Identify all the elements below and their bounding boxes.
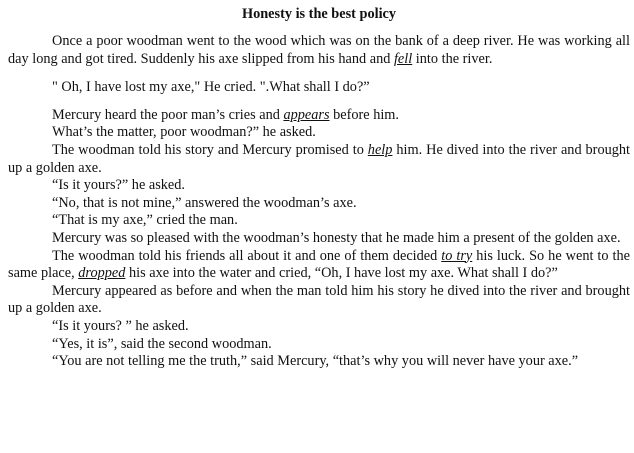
paragraph-text: before him. [329,106,400,123]
paragraph-text: The woodman told his friends all about it and one of them decided [52,247,442,264]
paragraph-text: “You are not telling me the truth,” said Mercury, “that’s why you will never have your axe.” [52,353,579,370]
underlined-verb: fell [393,50,413,67]
story-paragraph [8,177,630,195]
paragraph-text: Mercury was so pleased with the woodman’s honesty that he made him a present of the golden axe. [52,229,621,246]
story-paragraph [8,107,630,125]
underlined-verb: dropped [78,265,126,282]
paragraph-text: What’s the matter, poor woodman?” he asked. [52,124,316,141]
story-paragraph [8,353,630,371]
document-title: Honesty is the best policy [241,6,397,22]
story-paragraph [8,283,630,318]
story-paragraph [8,212,630,230]
document-body [8,33,630,371]
underlined-verb: help [367,141,393,158]
paragraph-text: “Yes, it is”, said the second woodman. [52,335,272,352]
paragraph-text: him. He dived into the river and brought up a golden axe. [8,141,631,176]
story-paragraph [8,124,630,142]
story-paragraph [8,79,630,97]
story-paragraph [8,33,630,68]
story-paragraph [8,336,630,354]
paragraph-text: his luck. So he went to the same place, [8,247,630,282]
underlined-verb: to try [441,247,473,264]
story-paragraph [8,230,630,248]
paragraph-text: “That is my axe,” cried the man. [52,212,238,229]
story-paragraph [8,142,630,177]
story-paragraph [8,318,630,336]
paragraph-text: into the river. [412,50,493,67]
story-paragraph [8,248,630,283]
story-paragraph [8,195,630,213]
paragraph-text: “Is it yours?” he asked. [52,177,185,194]
paragraph-text: " Oh, I have lost my axe," He cried. ".What shall I do?” [52,79,370,96]
paragraph-text: Mercury heard the poor man’s cries and [52,106,284,123]
paragraph-text: “No, that is not mine,” answered the woodman’s axe. [52,194,357,211]
underlined-verb: appears [283,106,330,123]
paragraph-text: “Is it yours? ” he asked. [52,317,189,334]
paragraph-text: his axe into the water and cried, “Oh, I have lost my axe. What shall I do?” [125,265,558,282]
paragraph-text: Mercury appeared as before and when the man told him his story he dived into the river and brought up a golden axe. [8,282,630,317]
paragraph-text: Once a poor woodman went to the wood which was on the bank of a deep river. He was working all day long and got tired. Suddenly his axe slipped from his hand and [8,33,630,67]
paragraph-text: The woodman told his story and Mercury promised to [52,141,368,158]
